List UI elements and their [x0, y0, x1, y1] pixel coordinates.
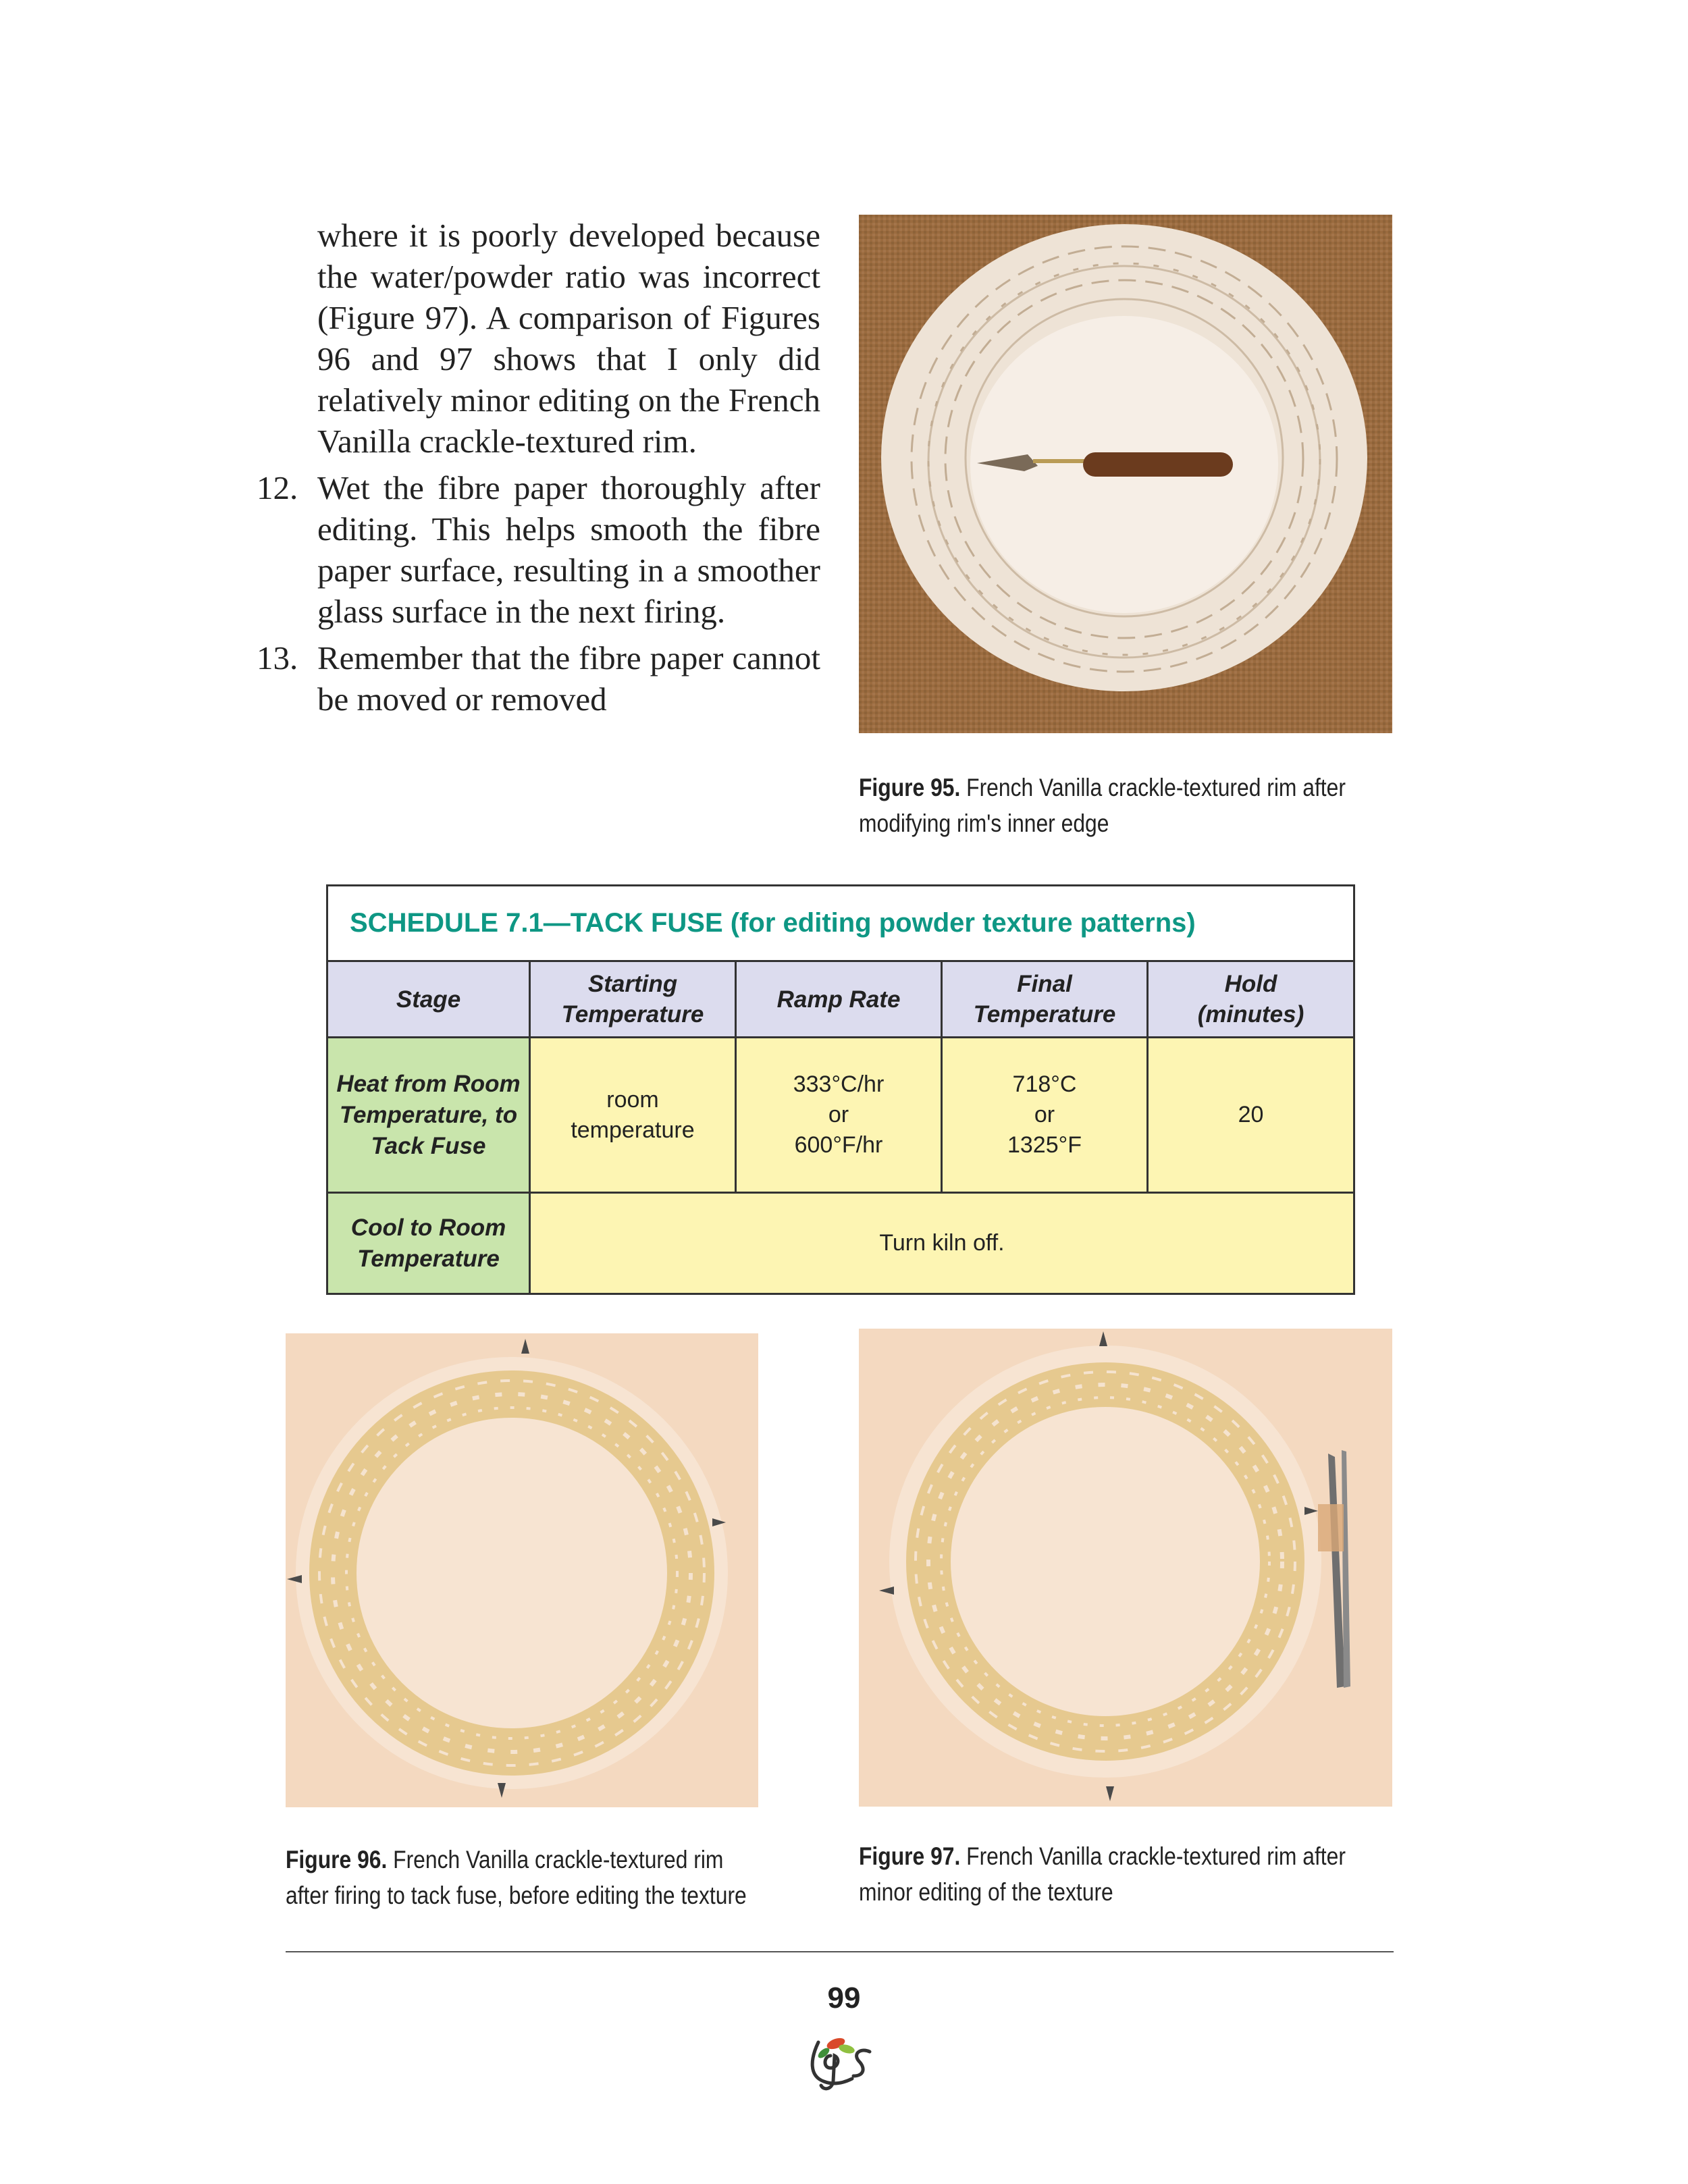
lgs-logo-icon — [803, 2029, 885, 2094]
list-item-text: Wet the fibre paper thoroughly after editing. This helps smooth the fibre paper surface, resulting in a smoother glass surface in the next firing. — [317, 469, 820, 630]
list-item-number: 12. — [257, 469, 298, 506]
figure-label: Figure 96. — [286, 1846, 388, 1873]
figure-96-photo — [286, 1333, 758, 1807]
caption-line: French Vanilla crackle-textured rim after — [966, 774, 1346, 801]
list-item-text: Remember that the fibre paper cannot be moved or removed — [317, 639, 820, 718]
figure-95-photo — [859, 215, 1392, 733]
ramp-rate-value: 333°C/hr or 600°F/hr — [737, 1038, 943, 1194]
header-final-temperature: Final Temperature — [943, 962, 1149, 1038]
caption-line: modifying rim's inner edge — [859, 809, 1109, 837]
caption-line: minor editing of the texture — [859, 1878, 1113, 1906]
list-item-number: 13. — [257, 639, 298, 676]
figure-label: Figure 95. — [859, 774, 961, 801]
header-stage: Stage — [328, 962, 531, 1038]
final-temperature-value: 718°C or 1325°F — [943, 1038, 1149, 1194]
schedule-grid — [328, 962, 1353, 1293]
figure-97-photo — [859, 1329, 1392, 1807]
schedule-table — [326, 884, 1355, 1295]
figure-label: Figure 97. — [859, 1842, 961, 1870]
stage-cool: Cool to Room Temperature — [328, 1194, 531, 1293]
list-item — [257, 467, 820, 632]
hold-value: 20 — [1149, 1038, 1353, 1194]
caption-line: French Vanilla crackle-textured rim — [393, 1846, 724, 1873]
caption-line: French Vanilla crackle-textured rim after — [966, 1842, 1346, 1870]
body-text-column — [257, 215, 820, 720]
figure-96-caption — [286, 1842, 747, 1913]
header-hold: Hold (minutes) — [1149, 962, 1353, 1038]
header-ramp-rate: Ramp Rate — [737, 962, 943, 1038]
stage-heat: Heat from Room Temperature, to Tack Fuse — [328, 1038, 531, 1194]
schedule-title: SCHEDULE 7.1—TACK FUSE (for editing powder texture patterns) — [328, 886, 1353, 962]
figure-97-caption — [859, 1838, 1346, 1910]
caption-line: after firing to tack fuse, before editing the texture — [286, 1882, 747, 1909]
list-item — [257, 637, 820, 720]
page-number: 99 — [827, 1981, 861, 2015]
starting-temperature-value: room temperature — [531, 1038, 737, 1194]
cool-instruction: Turn kiln off. — [531, 1194, 1353, 1293]
footer-rule — [286, 1951, 1394, 1952]
figure-95-caption — [859, 770, 1346, 841]
header-starting-temperature: Starting Temperature — [531, 962, 737, 1038]
continued-paragraph: where it is poorly developed because the water/powder ratio was incorrect (Figure 97). A comparison of Figures 96 and 97 shows that I only did relatively minor editing on the French Vanilla crackle-textured rim. — [317, 217, 820, 460]
